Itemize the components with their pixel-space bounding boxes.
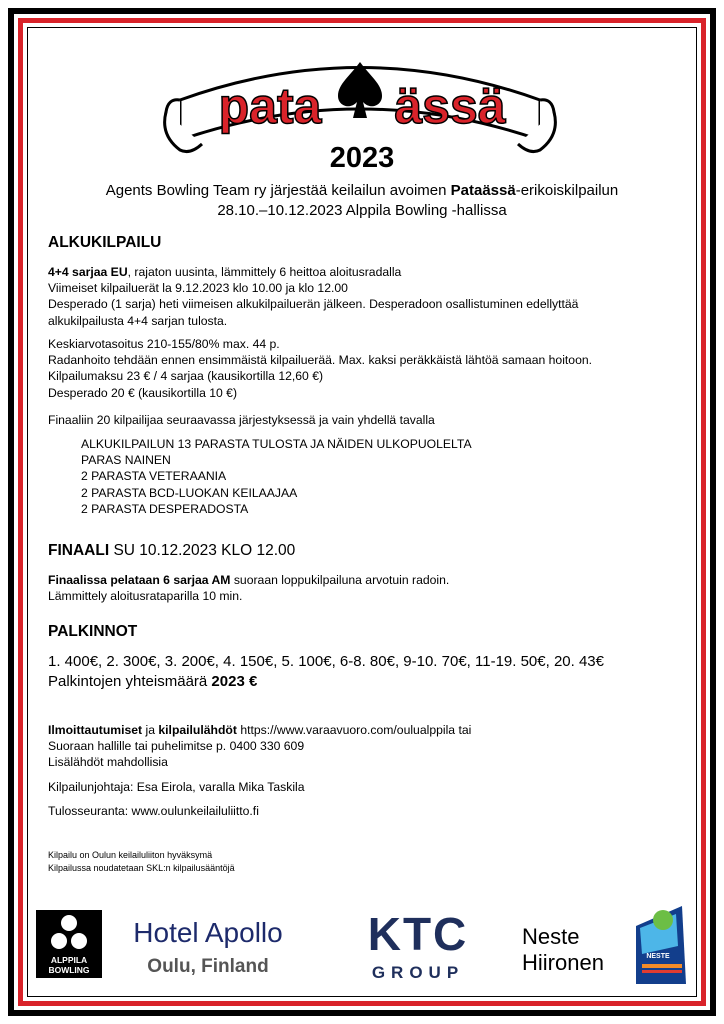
results-tracking: Tulosseuranta: www.oulunkeilailuliitto.fi [48, 804, 259, 818]
svg-text:KTC: KTC [367, 908, 469, 960]
svg-text:ALPPILA: ALPPILA [50, 955, 88, 965]
svg-text:Neste: Neste [522, 924, 580, 949]
sponsor-logos [36, 906, 690, 986]
qualification-list [48, 436, 688, 517]
svg-text:GROUP: GROUP [371, 963, 465, 982]
list-item: 2 PARASTA VETERAANIA [81, 469, 227, 484]
alku-details-1: 4+4 sarjaa EU, rajaton uusinta, lämmittely 6 heittoa aloitusradalla Viimeiset kilpailuerät la 9.12.2023 klo 10.00 ja klo 12.00 Desperado (1 sarja) heti viimeisen alkukilpailuerän jälkeen. Desperadoon osallistuminen edellyttää alkukilpailusta 4+4 sarjan tulosta. [48, 265, 579, 328]
alku-details-2: Keskiarvotasoitus 210-155/80% max. 44 p. Radanhoito tehdään ennen ensimmäistä kilpailuerää. Max. kaksi peräkkäistä lähtöä samaan hoitoon. Kilpailumaksu 23 € / 4 sarjaa (kausikortilla 12,60 €) Desperado 20 € (kausikortilla 10 €) [48, 337, 593, 400]
list-item: 2 PARASTA BCD-LUOKAN KEILAAJAA [81, 485, 298, 500]
registration-info: Ilmoittautumiset ja kilpailulähdöt https://www.varaavuoro.com/oulualppila tai Suoraan hallille tai puhelimitse p. 0400 330 609 Lisälähdöt mahdollisia [48, 723, 472, 770]
section-heading-alkukilpailu: ALKUKILPAILU [48, 234, 162, 251]
list-item: ALKUKILPAILUN 13 PARASTA TULOSTA JA NÄIDEN ULKOPUOLELTA [81, 437, 472, 451]
prize-list: 1. 400€, 2. 300€, 3. 200€, 4. 150€, 5. 100€, 6-8. 80€, 9-10. 70€, 11-19. 50€, 20. 43€ Palkintojen yhteismäärä 2023 € [48, 653, 604, 690]
event-year: 2023 [329, 142, 395, 174]
svg-text:Hotel Apollo: Hotel Apollo [133, 917, 283, 948]
ktc-group-logo [368, 908, 469, 982]
alppila-bowling-logo [36, 910, 102, 978]
neste-sign-icon [636, 906, 686, 984]
svg-text:Hiironen: Hiironen [522, 950, 604, 975]
registration-url: https://www.varaavuoro.com/oulualppila tai [236, 723, 472, 737]
svg-text:NESTE: NESTE [646, 953, 670, 960]
banner-left-text: pata [218, 78, 322, 134]
finaali-details: Finaalissa pelataan 6 sarjaa AM suoraan loppukilpailuna arvotuin radoin. Lämmittely aloitusrataparilla 10 min. [48, 573, 450, 604]
svg-text:BOWLING: BOWLING [48, 965, 90, 975]
hotel-apollo-logo [133, 917, 282, 977]
section-heading-finaali: FINAALI SU 10.12.2023 KLO 12.00 [48, 542, 296, 559]
competition-director: Kilpailunjohtaja: Esa Eirola, varalla Mika Taskila [48, 780, 305, 794]
intro-text: Agents Bowling Team ry järjestää keilailun avoimen Pataässä-erikoiskilpailun 28.10.–10.12.2023 Alppila Bowling -hallissa [105, 182, 619, 219]
fine-print: Kilpailu on Oulun keilailuliiton hyväksymä Kilpailussa noudatetaan SKL:n kilpailusääntöjä [48, 850, 235, 873]
list-item: PARAS NAINEN [81, 453, 171, 468]
banner-right-text: ässä [394, 78, 506, 134]
alku-final-qualification: Finaaliin 20 kilpailijaa seuraavassa järjestyksessä ja vain yhdellä tavalla [48, 413, 435, 427]
neste-hiironen-logo [522, 924, 604, 975]
section-heading-palkinnot: PALKINNOT [48, 623, 138, 640]
list-item: 2 PARASTA DESPERADOSTA [81, 501, 249, 516]
svg-text:Oulu, Finland: Oulu, Finland [147, 956, 269, 977]
